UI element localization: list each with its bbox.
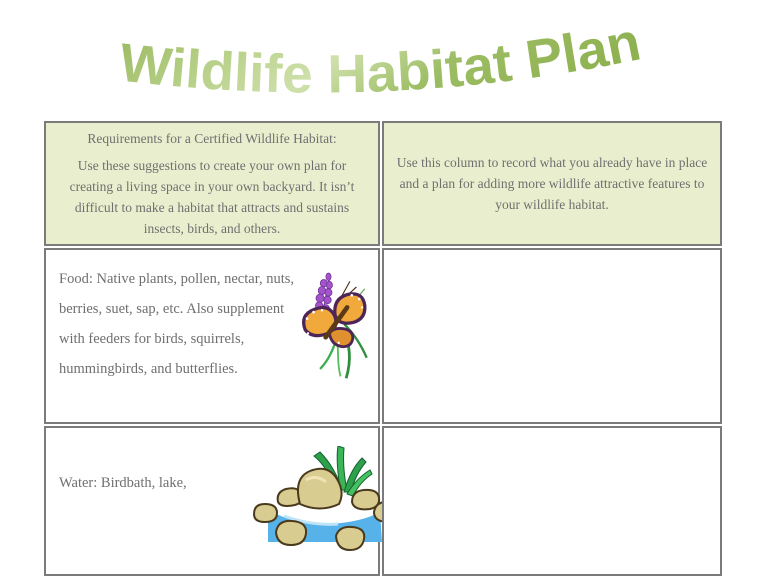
habitat-plan-table — [42, 119, 724, 578]
svg-text:Wildlife Habitat Plan — [117, 12, 646, 105]
record-column-header-cell — [382, 121, 722, 246]
table-row — [44, 426, 722, 576]
food-notes-cell[interactable] — [382, 248, 722, 424]
water-requirement-text: Water: Birdbath, lake, — [59, 475, 187, 491]
requirements-header-cell — [44, 121, 380, 246]
water-requirement-cell — [44, 426, 380, 576]
page-title-wordart — [0, 0, 768, 118]
butterfly-flower-icon — [294, 268, 376, 386]
page-title: Wildlife Habitat Plan — [116, 11, 645, 105]
pond-rocks-icon — [250, 446, 402, 566]
water-notes-cell[interactable] — [382, 426, 722, 576]
food-requirement-text: Food: Native plants, pollen, nectar, nuts, berries, suet, sap, etc. Also supplement with feeders for birds, squirrels, hummingbirds, and butterflies. — [59, 271, 295, 377]
food-requirement-cell — [44, 248, 380, 424]
requirements-header-title: Requirements for a Certified Wildlife Habitat: — [87, 131, 337, 146]
record-column-header-body: Use this column to record what you already have in place and a plan for adding more wildlife attractive features to your wildlife habitat. — [396, 155, 708, 212]
table-row — [44, 248, 722, 424]
table-header-row — [44, 121, 722, 246]
requirements-header-body: Use these suggestions to create your own plan for creating a living space in your own backyard. It isn’t difficult to make a habitat that attracts and sustains insects, birds, and others. — [69, 158, 355, 236]
